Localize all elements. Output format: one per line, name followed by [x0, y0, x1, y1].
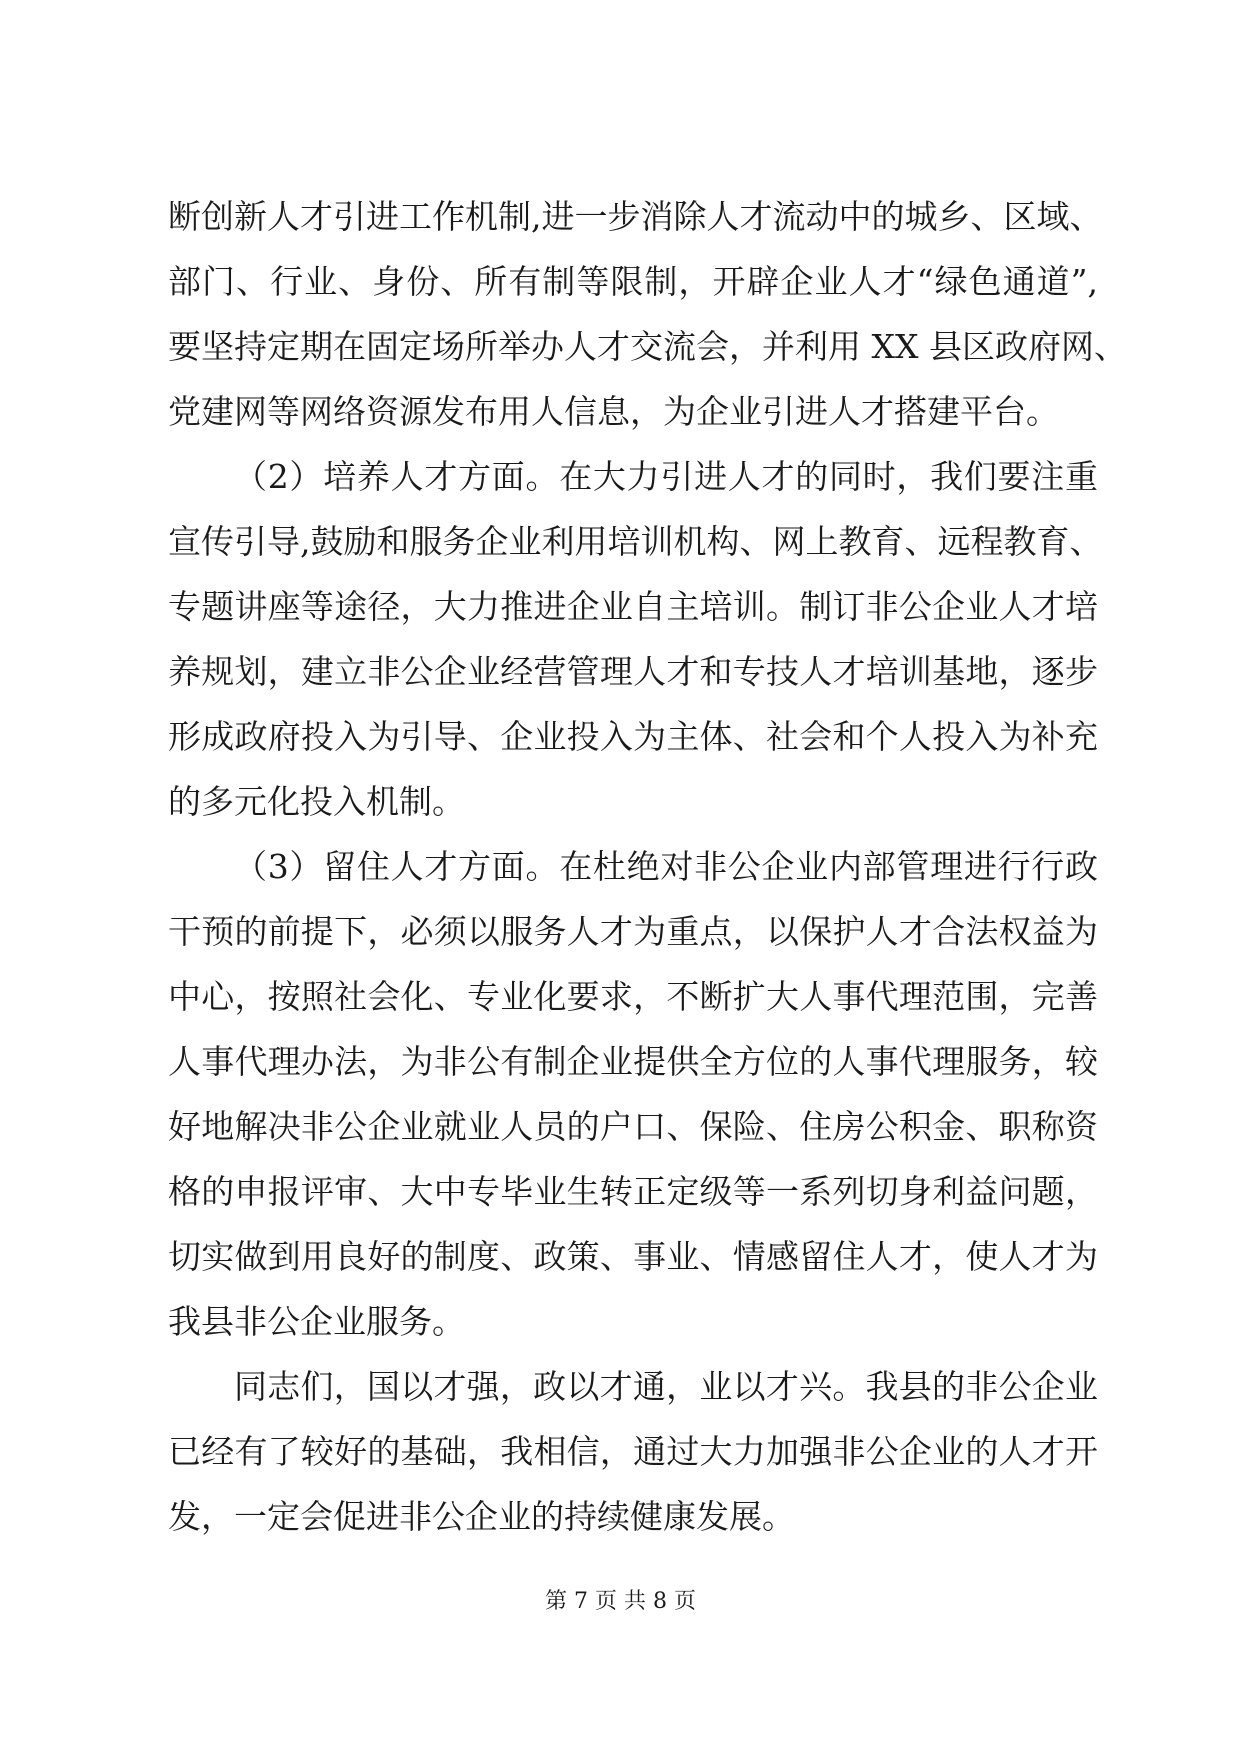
body-text-line: 干预的前提下，必须以服务人才为重点，以保护人才合法权益为: [168, 912, 1098, 951]
body-text-line: 好地解决非公企业就业人员的户口、保险、住房公积金、职称资: [168, 1107, 1098, 1146]
body-text-line: 形成政府投入为引导、企业投入为主体、社会和个人投入为补充: [168, 717, 1098, 756]
body-text-line: 要坚持定期在固定场所举办人才交流会，并利用 XX 县区政府网、: [168, 327, 1127, 366]
body-text-line: 同志们，国以才强，政以才通，业以才兴。我县的非公企业: [234, 1367, 1098, 1406]
body-text-line: 人事代理办法，为非公有制企业提供全方位的人事代理服务，较: [168, 1042, 1098, 1081]
body-text-line: 的多元化投入机制。: [168, 782, 465, 821]
body-text-line: 中心，按照社会化、专业化要求，不断扩大人事代理范围，完善: [168, 977, 1098, 1016]
page-number-footer: 第 7 页 共 8 页: [545, 1589, 696, 1614]
paragraph-heading-line: （2）培养人才方面。在大力引进人才的同时，我们要注重: [234, 457, 1098, 496]
body-text-line: 格的申报评审、大中专毕业生转正定级等一系列切身利益问题，: [168, 1172, 1098, 1211]
body-text-line: 宣传引导,鼓励和服务企业利用培训机构、网上教育、远程教育、: [168, 522, 1103, 561]
body-text-line: 养规划，建立非公企业经营管理人才和专技人才培训基地，逐步: [168, 652, 1098, 691]
body-text-line: 断创新人才引进工作机制,进一步消除人才流动中的城乡、区域、: [168, 197, 1103, 236]
body-text-line: 党建网等网络资源发布用人信息，为企业引进人才搭建平台。: [168, 392, 1059, 431]
body-text-line: 已经有了较好的基础，我相信，通过大力加强非公企业的人才开: [168, 1432, 1098, 1471]
paragraph-heading-line: （3）留住人才方面。在杜绝对非公企业内部管理进行行政: [234, 847, 1098, 886]
body-text-line: 部门、行业、身份、所有制等限制，开辟企业人才“绿色通道”,: [168, 262, 1098, 301]
body-text-line: 切实做到用良好的制度、政策、事业、情感留住人才，使人才为: [168, 1237, 1098, 1276]
body-text-line: 我县非公企业服务。: [168, 1302, 465, 1341]
body-text-line: 专题讲座等途径，大力推进企业自主培训。制订非公企业人才培: [168, 587, 1098, 626]
body-text-line: 发，一定会促进非公企业的持续健康发展。: [168, 1497, 795, 1536]
